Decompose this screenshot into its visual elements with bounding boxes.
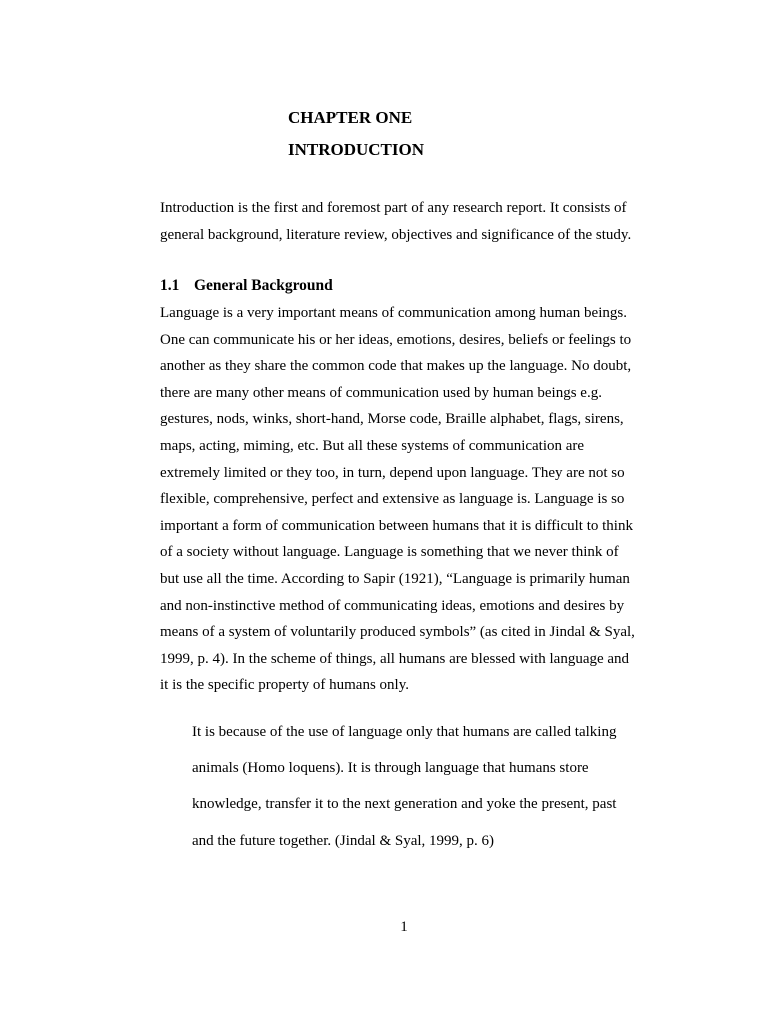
text-line: flexible, comprehensive, perfect and extensive as language is. Language is so: [160, 491, 625, 508]
intro-paragraph: [160, 195, 650, 248]
page-number: 1: [400, 919, 408, 935]
background-paragraph: [160, 300, 650, 699]
section-title: General Background: [194, 277, 333, 294]
text-line: Language is a very important means of communication among human beings.: [160, 305, 627, 321]
text-line: important a form of communication between humans that it is difficult to think: [160, 517, 633, 534]
text-line: but use all the time. According to Sapir (1921), “Language is primarily human: [160, 570, 630, 587]
quote-line: and the future together. (Jindal & Syal, 1999, p. 6): [192, 832, 495, 849]
chapter-number-heading: CHAPTER ONE: [288, 108, 413, 127]
quote-line: animals (Homo loquens). It is through language that humans store: [192, 760, 589, 777]
quote-line: knowledge, transfer it to the next generation and yoke the present, past: [192, 796, 617, 813]
section-number: 1.1: [160, 277, 180, 294]
text-line: maps, acting, miming, etc. But all these systems of communication are: [160, 437, 585, 454]
block-quote: [192, 714, 652, 859]
chapter-title-heading: INTRODUCTION: [288, 140, 425, 159]
text-line: Introduction is the first and foremost part of any research report. It consists of: [160, 200, 627, 216]
text-line: means of a system of voluntarily produced symbols” (as cited in Jindal & Syal,: [160, 624, 635, 641]
text-line: extremely limited or they too, in turn, depend upon language. They are not so: [160, 464, 625, 481]
text-line: another as they share the common code that makes up the language. No doubt,: [160, 358, 632, 375]
quote-line: It is because of the use of language only that humans are called talking: [192, 724, 617, 740]
text-line: gestures, nods, winks, short-hand, Morse code, Braille alphabet, flags, sirens,: [160, 411, 624, 428]
text-line: and non-instinctive method of communicating ideas, emotions and desires by: [160, 597, 625, 614]
text-line: of a society without language. Language is something that we never think of: [160, 544, 619, 561]
text-line: it is the specific property of humans only.: [160, 677, 409, 694]
text-line: there are many other means of communication used by human beings e.g.: [160, 384, 602, 401]
section-heading: [160, 276, 333, 296]
text-line: general background, literature review, objectives and significance of the study.: [160, 226, 632, 243]
text-line: 1999, p. 4). In the scheme of things, all humans are blessed with language and: [160, 650, 630, 667]
text-line: One can communicate his or her ideas, emotions, desires, beliefs or feelings to: [160, 331, 632, 348]
